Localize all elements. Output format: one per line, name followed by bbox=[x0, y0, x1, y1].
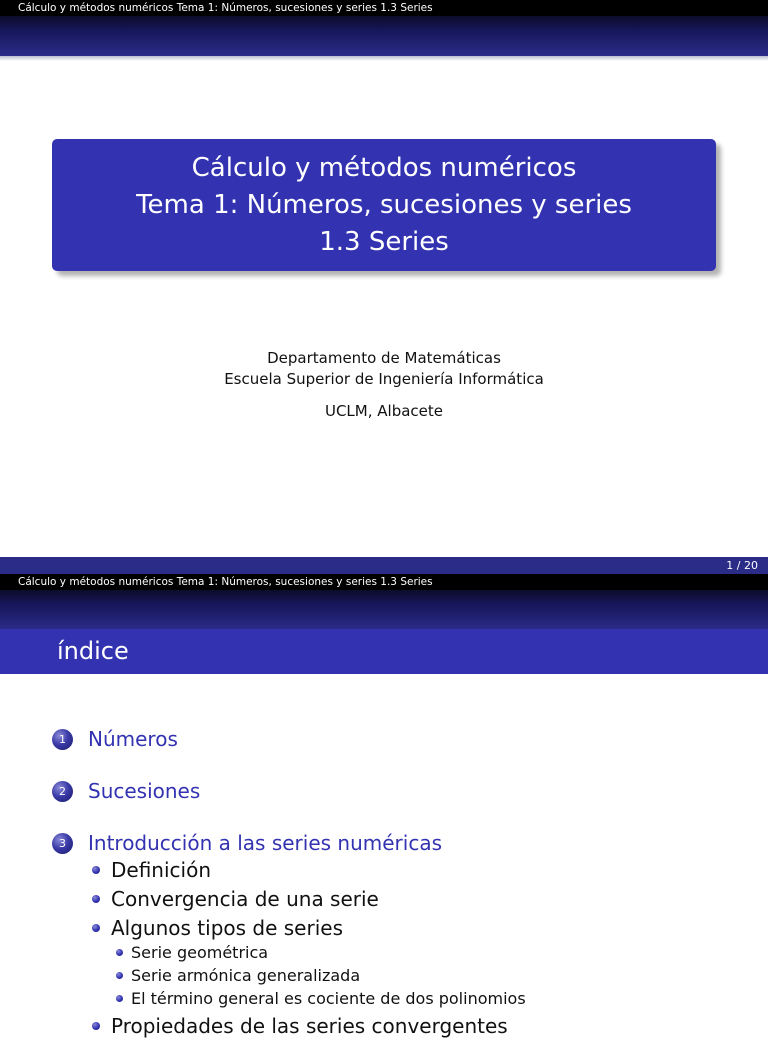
toc-subsubsection-label[interactable]: Serie geométrica bbox=[131, 942, 269, 962]
frame-title-bar bbox=[0, 629, 768, 674]
toc-subsection-label[interactable]: Algunos tipos de series bbox=[111, 916, 343, 940]
toc-section-label[interactable]: Sucesiones bbox=[88, 779, 201, 803]
slide-headline bbox=[0, 0, 768, 16]
header-shadow bbox=[0, 56, 768, 61]
slide-footer bbox=[0, 557, 768, 574]
title-block bbox=[52, 139, 716, 271]
toc-subsection-label[interactable]: Convergencia de una serie bbox=[111, 887, 379, 911]
department-name: Departamento de Matemáticas bbox=[267, 349, 501, 367]
title-line-3: 1.3 Series bbox=[319, 227, 449, 257]
bullet-icon bbox=[92, 924, 100, 932]
bullet-icon bbox=[116, 972, 123, 979]
toc-subsubsection[interactable] bbox=[116, 965, 360, 985]
toc-section-label[interactable]: Números bbox=[88, 727, 178, 751]
institute-block bbox=[0, 348, 768, 422]
toc-subsection[interactable] bbox=[92, 887, 379, 911]
location-text: UCLM, Albacete bbox=[324, 402, 443, 420]
title-line-1: Cálculo y métodos numéricos bbox=[191, 153, 577, 183]
toc-subsection[interactable] bbox=[92, 916, 343, 940]
toc-section-label[interactable]: Introducción a las series numéricas bbox=[88, 831, 443, 855]
frame-title: índice bbox=[57, 637, 129, 665]
title-line-2: Tema 1: Números, sucesiones y series bbox=[136, 190, 632, 220]
toc-subsection[interactable] bbox=[92, 858, 211, 882]
toc-subsection[interactable] bbox=[92, 1014, 508, 1038]
toc-subsection-label[interactable]: Definición bbox=[111, 858, 211, 882]
bullet-icon bbox=[92, 895, 100, 903]
toc-subsubsection-label[interactable]: Serie armónica generalizada bbox=[131, 965, 361, 985]
toc-section-1[interactable] bbox=[52, 726, 178, 752]
section-number-ball: 3 bbox=[52, 833, 73, 854]
page-number: 1 / 20 bbox=[726, 559, 758, 572]
headline-text: Cálculo y métodos numéricos Tema 1: Números, sucesiones y series 1.3 Series bbox=[18, 576, 433, 588]
toc-subsubsection[interactable] bbox=[116, 988, 526, 1008]
slide-headline bbox=[0, 574, 768, 590]
headline-text: Cálculo y métodos numéricos Tema 1: Números, sucesiones y series 1.3 Series bbox=[18, 2, 433, 14]
toc-slide bbox=[0, 574, 768, 1038]
toc-subsubsection[interactable] bbox=[116, 942, 268, 962]
section-number-ball: 1 bbox=[52, 729, 73, 750]
section-number-ball: 2 bbox=[52, 781, 73, 802]
header-gradient-bar bbox=[0, 590, 768, 630]
bullet-icon bbox=[92, 866, 100, 874]
school-name: Escuela Superior de Ingeniería Informática bbox=[224, 370, 544, 388]
bullet-icon bbox=[116, 995, 123, 1002]
bullet-icon bbox=[92, 1022, 100, 1030]
bullet-icon bbox=[116, 949, 123, 956]
toc-subsubsection-label[interactable]: El término general es cociente de dos polinomios bbox=[131, 988, 526, 1008]
toc-subsection-label[interactable]: Propiedades de las series convergentes bbox=[111, 1014, 508, 1038]
header-gradient-bar bbox=[0, 16, 768, 56]
toc-section-3[interactable] bbox=[52, 830, 442, 856]
toc-section-2[interactable] bbox=[52, 778, 200, 804]
